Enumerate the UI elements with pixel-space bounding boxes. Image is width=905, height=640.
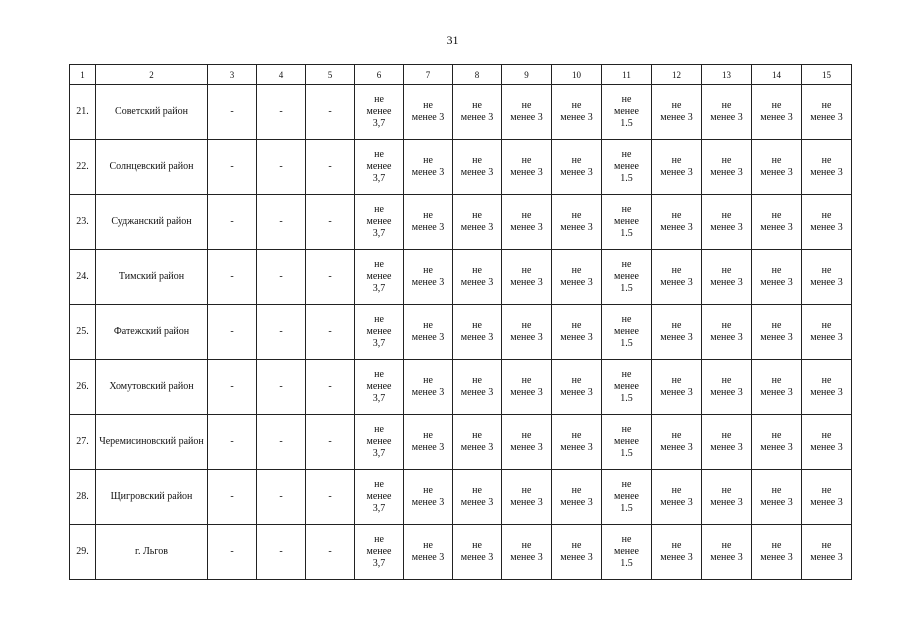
table-cell: не менее 3,7 — [355, 250, 404, 305]
row-number: 28. — [70, 470, 96, 525]
district-name: Хомутовский район — [96, 360, 208, 415]
table-row — [70, 525, 852, 580]
table-cell: не менее 3 — [652, 140, 702, 195]
row-number: 22. — [70, 140, 96, 195]
row-number: 26. — [70, 360, 96, 415]
district-name: Солнцевский район — [96, 140, 208, 195]
data-table — [69, 64, 852, 580]
table-cell: не менее 3 — [702, 305, 752, 360]
table-cell: не менее 3 — [404, 85, 453, 140]
table-cell: не менее 3 — [502, 195, 552, 250]
table-cell: не менее 3 — [453, 195, 502, 250]
table-cell: - — [257, 415, 306, 470]
row-number: 25. — [70, 305, 96, 360]
table-cell: не менее 3 — [752, 360, 802, 415]
table-cell: - — [257, 250, 306, 305]
table-cell: не менее 3 — [502, 360, 552, 415]
table-cell: не менее 3 — [552, 305, 602, 360]
district-name: Фатежский район — [96, 305, 208, 360]
table-cell: не менее 3 — [802, 250, 852, 305]
table-cell: не менее 3 — [702, 140, 752, 195]
table-cell: не менее 3,7 — [355, 525, 404, 580]
table-cell: не менее 1.5 — [602, 85, 652, 140]
table-cell: не менее 3 — [502, 305, 552, 360]
table-cell: не менее 3,7 — [355, 140, 404, 195]
table-cell: не менее 3 — [502, 470, 552, 525]
table-row — [70, 415, 852, 470]
table-cell: - — [306, 415, 355, 470]
table-cell: не менее 3 — [802, 140, 852, 195]
table-cell: не менее 3 — [652, 85, 702, 140]
table-cell: - — [208, 470, 257, 525]
table-cell: не менее 3 — [552, 195, 602, 250]
table-cell: не менее 3 — [752, 415, 802, 470]
column-header: 9 — [502, 65, 552, 85]
table-row — [70, 140, 852, 195]
table-row — [70, 470, 852, 525]
table-cell: - — [306, 250, 355, 305]
table-cell: не менее 3,7 — [355, 360, 404, 415]
table-cell: не менее 3 — [404, 250, 453, 305]
table-cell: не менее 3 — [752, 470, 802, 525]
table-cell: не менее 3 — [453, 140, 502, 195]
table-cell: не менее 3 — [802, 195, 852, 250]
column-header: 3 — [208, 65, 257, 85]
table-cell: не менее 3 — [404, 525, 453, 580]
table-cell: - — [306, 85, 355, 140]
column-header: 8 — [453, 65, 502, 85]
table-row — [70, 85, 852, 140]
table-cell: не менее 3 — [453, 305, 502, 360]
table-cell: - — [257, 305, 306, 360]
table-cell: - — [208, 140, 257, 195]
column-header: 2 — [96, 65, 208, 85]
table-row — [70, 360, 852, 415]
table-row — [70, 195, 852, 250]
table-cell: - — [306, 305, 355, 360]
table-cell: не менее 3 — [652, 525, 702, 580]
table-cell: - — [257, 195, 306, 250]
table-cell: - — [208, 360, 257, 415]
table-cell: не менее 3 — [652, 470, 702, 525]
table-cell: не менее 1.5 — [602, 250, 652, 305]
district-name: Черемисиновский район — [96, 415, 208, 470]
table-cell: не менее 3 — [702, 195, 752, 250]
table-cell: не менее 3,7 — [355, 305, 404, 360]
table-cell: не менее 3 — [752, 195, 802, 250]
row-number: 27. — [70, 415, 96, 470]
column-header: 4 — [257, 65, 306, 85]
row-number: 24. — [70, 250, 96, 305]
table-row — [70, 250, 852, 305]
table-cell: не менее 3 — [702, 85, 752, 140]
table-cell: не менее 1.5 — [602, 195, 652, 250]
table-cell: - — [208, 525, 257, 580]
table-cell: не менее 3,7 — [355, 195, 404, 250]
table-cell: не менее 3 — [702, 250, 752, 305]
column-header: 13 — [702, 65, 752, 85]
table-cell: не менее 3,7 — [355, 470, 404, 525]
table-cell: - — [306, 360, 355, 415]
table-cell: - — [257, 360, 306, 415]
table-cell: - — [306, 470, 355, 525]
table-cell: - — [306, 195, 355, 250]
table-cell: - — [208, 195, 257, 250]
table-cell: - — [306, 525, 355, 580]
column-header: 12 — [652, 65, 702, 85]
table-cell: не менее 3 — [652, 305, 702, 360]
table-cell: не менее 1.5 — [602, 470, 652, 525]
table-cell: не менее 3 — [453, 250, 502, 305]
table-body — [70, 65, 852, 580]
table-cell: не менее 3,7 — [355, 415, 404, 470]
column-header: 6 — [355, 65, 404, 85]
table-cell: - — [257, 85, 306, 140]
table-cell: не менее 3 — [404, 415, 453, 470]
row-number: 29. — [70, 525, 96, 580]
table-cell: не менее 3 — [502, 250, 552, 305]
table-cell: не менее 1.5 — [602, 140, 652, 195]
table-cell: - — [257, 470, 306, 525]
district-name: Советский район — [96, 85, 208, 140]
column-header: 5 — [306, 65, 355, 85]
column-header: 11 — [602, 65, 652, 85]
district-name: Щигровский район — [96, 470, 208, 525]
table-cell: - — [257, 525, 306, 580]
table-cell: не менее 1.5 — [602, 525, 652, 580]
column-header: 15 — [802, 65, 852, 85]
table-cell: не менее 3 — [752, 250, 802, 305]
table-cell: не менее 1.5 — [602, 305, 652, 360]
table-header-row — [70, 65, 852, 85]
table-cell: не менее 3 — [802, 305, 852, 360]
table-cell: не менее 3 — [404, 140, 453, 195]
table-cell: не менее 3 — [802, 85, 852, 140]
district-name: Тимский район — [96, 250, 208, 305]
table-cell: не менее 3 — [552, 360, 602, 415]
table-cell: не менее 3 — [502, 525, 552, 580]
table-cell: не менее 3 — [453, 85, 502, 140]
table-cell: не менее 3 — [552, 415, 602, 470]
table-cell: не менее 3 — [702, 360, 752, 415]
column-header: 14 — [752, 65, 802, 85]
table-cell: не менее 3 — [453, 360, 502, 415]
table-cell: не менее 3 — [802, 525, 852, 580]
table-cell: не менее 3 — [404, 360, 453, 415]
table-cell: не менее 3 — [802, 470, 852, 525]
page-number: 31 — [446, 33, 459, 47]
table-cell: не менее 3 — [752, 85, 802, 140]
district-name: Суджанский район — [96, 195, 208, 250]
table-cell: не менее 3,7 — [355, 85, 404, 140]
table-cell: не менее 3 — [652, 195, 702, 250]
table-cell: не менее 3 — [404, 195, 453, 250]
table-cell: не менее 3 — [752, 140, 802, 195]
table-cell: не менее 1.5 — [602, 415, 652, 470]
table-cell: - — [208, 250, 257, 305]
column-header: 10 — [552, 65, 602, 85]
table-row — [70, 305, 852, 360]
table-cell: не менее 3 — [702, 470, 752, 525]
table-cell: не менее 3 — [453, 415, 502, 470]
table-cell: не менее 3 — [802, 360, 852, 415]
table-cell: не менее 3 — [552, 85, 602, 140]
district-name: г. Льгов — [96, 525, 208, 580]
table-cell: не менее 3 — [453, 470, 502, 525]
table-cell: не менее 3 — [552, 525, 602, 580]
column-header: 7 — [404, 65, 453, 85]
table-cell: - — [257, 140, 306, 195]
table-cell: не менее 3 — [652, 415, 702, 470]
table-cell: не менее 3 — [552, 250, 602, 305]
table-cell: - — [208, 85, 257, 140]
column-header: 1 — [70, 65, 96, 85]
table-cell: не менее 3 — [404, 305, 453, 360]
row-number: 21. — [70, 85, 96, 140]
table-cell: не менее 3 — [652, 360, 702, 415]
table-cell: не менее 1.5 — [602, 360, 652, 415]
table-cell: - — [208, 415, 257, 470]
table-cell: не менее 3 — [502, 415, 552, 470]
table-cell: не менее 3 — [404, 470, 453, 525]
table-cell: не менее 3 — [752, 305, 802, 360]
row-number: 23. — [70, 195, 96, 250]
table-cell: не менее 3 — [702, 415, 752, 470]
table-cell: не менее 3 — [502, 85, 552, 140]
table-cell: - — [208, 305, 257, 360]
table-cell: не менее 3 — [652, 250, 702, 305]
table-cell: - — [306, 140, 355, 195]
table-cell: не менее 3 — [702, 525, 752, 580]
table-cell: не менее 3 — [552, 470, 602, 525]
table-cell: не менее 3 — [752, 525, 802, 580]
table-cell: не менее 3 — [552, 140, 602, 195]
table-cell: не менее 3 — [802, 415, 852, 470]
table-cell: не менее 3 — [502, 140, 552, 195]
table-cell: не менее 3 — [453, 525, 502, 580]
